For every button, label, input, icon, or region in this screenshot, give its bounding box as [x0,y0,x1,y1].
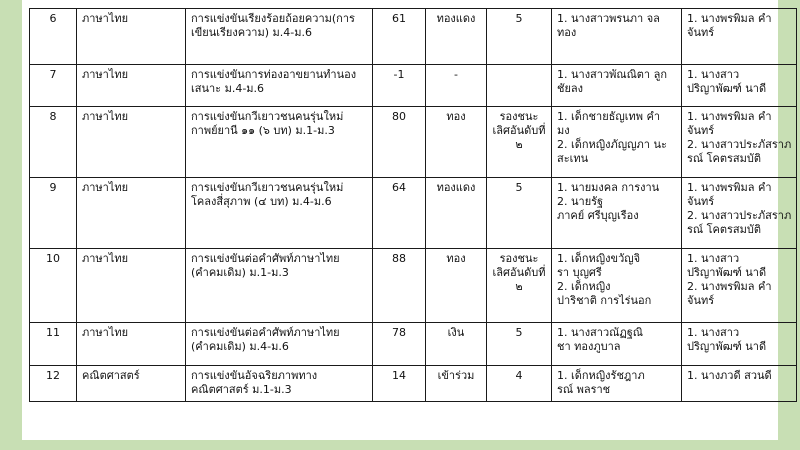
cell-rank-line: รองชนะ [499,110,539,123]
cell-event [186,178,373,249]
cell-rank [487,249,552,323]
cell-teachers [682,65,797,107]
cell-event-line: (คำคมเดิม) ม.1-ม.3 [191,266,289,279]
cell-teachers-line: 1. นางพรพิมล คำ [687,12,772,25]
cell-teachers [682,107,797,178]
cell-teachers-line: รณ์ โคตรสมบัติ [687,223,762,236]
cell-teachers-line: จันทร์ [687,124,715,137]
cell-rank [487,107,552,178]
table-row [30,107,797,178]
cell-subject: ภาษาไทย [77,178,186,249]
cell-teachers-line: ปริญาพัฒฑ์ นาดี [687,82,767,95]
cell-number: 7 [30,65,77,107]
cell-students-line: 2. เด็กหญิง [557,280,611,293]
cell-event [186,323,373,366]
cell-students [552,65,682,107]
cell-teachers [682,323,797,366]
table-row [30,9,797,65]
cell-rank-line: ๒ [515,280,523,293]
cell-number: 12 [30,366,77,402]
cell-teachers-line: 1. นางสาว [687,68,740,81]
cell-students-line: 1. นางสาวพัณณิตา ลูก [557,68,668,81]
cell-students-line: 1. นายมงคล การงาน [557,181,660,194]
cell-rank-line: รองชนะ [499,252,539,265]
cell-score: 80 [373,107,426,178]
cell-students-line: 1. เด็กชายธัญเทพ คำ [557,110,661,123]
cell-medal: เงิน [426,323,487,366]
cell-rank [487,9,552,65]
competition-results-table [29,8,797,402]
cell-rank-line: 5 [515,326,523,339]
cell-rank-line: ๒ [515,138,523,151]
cell-event-line: การแข่งขันต่อคำศัพท์ภาษาไทย [191,252,340,265]
cell-teachers-line: ปริญาพัฒฑ์ นาดี [687,266,767,279]
cell-teachers-line: 2. นางพรพิมล คำ [687,280,772,293]
cell-event-line: โคลงสี่สุภาพ (๔ บท) ม.4-ม.6 [191,195,332,208]
cell-event [186,107,373,178]
cell-students-line: 2. นายรัฐ [557,195,604,208]
cell-event-line: การแข่งขันกวีเยาวชนคนรุ่นใหม่ [191,110,344,123]
cell-number: 8 [30,107,77,178]
cell-teachers-line: จันทร์ [687,195,715,208]
table-row [30,366,797,402]
cell-students-line: 1. เด็กหญิงรัชฎาภ [557,369,645,382]
cell-teachers-line: จันทร์ [687,294,715,307]
cell-medal: ทองแดง [426,178,487,249]
cell-medal: ทอง [426,107,487,178]
cell-event-line: การแข่งขันต่อคำศัพท์ภาษาไทย [191,326,340,339]
table-row [30,65,797,107]
cell-students-line: 1. นางสาวพรนภา จล [557,12,660,25]
cell-medal: ทอง [426,249,487,323]
table-row [30,249,797,323]
cell-event [186,9,373,65]
cell-rank-line: เลิศอันดับที่ [492,266,546,279]
cell-medal: ทองแดง [426,9,487,65]
cell-subject: ภาษาไทย [77,107,186,178]
cell-score: -1 [373,65,426,107]
cell-score: 14 [373,366,426,402]
cell-subject: ภาษาไทย [77,323,186,366]
cell-students-line: รณ์ พลราช [557,383,611,396]
cell-medal: เข้าร่วม [426,366,487,402]
cell-score: 64 [373,178,426,249]
cell-event [186,249,373,323]
cell-teachers-line: ปริญาพัฒฑ์ นาดี [687,340,767,353]
table-row [30,178,797,249]
cell-students [552,178,682,249]
cell-students-line: 2. เด็กหญิงภัญญภา นะ [557,138,667,151]
cell-medal: - [426,65,487,107]
cell-students-line: ชา ทองภูบาล [557,340,621,353]
cell-students [552,9,682,65]
cell-score: 88 [373,249,426,323]
cell-rank [487,178,552,249]
cell-teachers-line: 1. นางภวดี สวนดี [687,369,772,382]
cell-students [552,249,682,323]
cell-teachers-line: จันทร์ [687,26,715,39]
cell-event-line: การแข่งขันกวีเยาวชนคนรุ่นใหม่ [191,181,344,194]
cell-teachers [682,9,797,65]
cell-teachers-line: 2. นางสาวประภัสราภ [687,138,792,151]
cell-students-line: ชัยลง [557,82,584,95]
cell-number: 9 [30,178,77,249]
cell-students-line: 1. เด็กหญิงขวัญจิ [557,252,641,265]
cell-students-line: ทอง [557,26,577,39]
cell-students-line: มง [557,124,570,137]
cell-teachers-line: 2. นางสาวประภัสราภ [687,209,792,222]
cell-number: 6 [30,9,77,65]
cell-rank-line: 5 [515,12,523,25]
cell-score: 78 [373,323,426,366]
cell-teachers [682,178,797,249]
cell-event-line: การแข่งขันเรียงร้อยถ้อยความ(การ [191,12,355,25]
cell-students [552,366,682,402]
cell-students [552,323,682,366]
cell-rank-line: 5 [515,181,523,194]
cell-event [186,65,373,107]
cell-rank [487,323,552,366]
table-body [30,9,797,402]
cell-teachers-line: 1. นางพรพิมล คำ [687,110,772,123]
cell-rank [487,366,552,402]
cell-event-line: (คำคมเดิม) ม.4-ม.6 [191,340,289,353]
cell-event-line: เสนาะ ม.4-ม.6 [191,82,265,95]
cell-students-line: ภาคย์ ศรีบุญเรือง [557,209,639,222]
cell-rank-line: เลิศอันดับที่ [492,124,546,137]
cell-event-line: การแข่งขันอัจฉริยภาพทาง [191,369,318,382]
cell-rank-line: 4 [515,369,523,382]
cell-teachers-line: 1. นางพรพิมล คำ [687,181,772,194]
cell-score: 61 [373,9,426,65]
cell-students-line: 1. นางสาวณัฏฐณิ [557,326,643,339]
cell-teachers-line: 1. นางสาว [687,326,740,339]
cell-event-line: การแข่งขันการท่องอาขยานทำนอง [191,68,357,81]
cell-students-line: สะเทน [557,152,589,165]
cell-students [552,107,682,178]
cell-teachers-line: รณ์ โคตรสมบัติ [687,152,762,165]
cell-subject: ภาษาไทย [77,9,186,65]
cell-rank [487,65,552,107]
cell-subject: ภาษาไทย [77,249,186,323]
cell-number: 11 [30,323,77,366]
cell-number: 10 [30,249,77,323]
cell-event-line: เขียนเรียงความ) ม.4-ม.6 [191,26,312,39]
cell-subject: ภาษาไทย [77,65,186,107]
cell-students-line: รา บุญศรี [557,266,602,279]
cell-teachers [682,249,797,323]
cell-event [186,366,373,402]
cell-teachers-line: 1. นางสาว [687,252,740,265]
cell-students-line: ปาริชาติ การไร่นอก [557,294,652,307]
cell-subject: คณิตศาสตร์ [77,366,186,402]
document-page [22,0,792,440]
cell-event-line: คณิตศาสตร์ ม.1-ม.3 [191,383,292,396]
cell-event-line: กาพย์ยานี ๑๑ (๖ บท) ม.1-ม.3 [191,124,335,137]
cell-teachers [682,366,797,402]
table-row [30,323,797,366]
